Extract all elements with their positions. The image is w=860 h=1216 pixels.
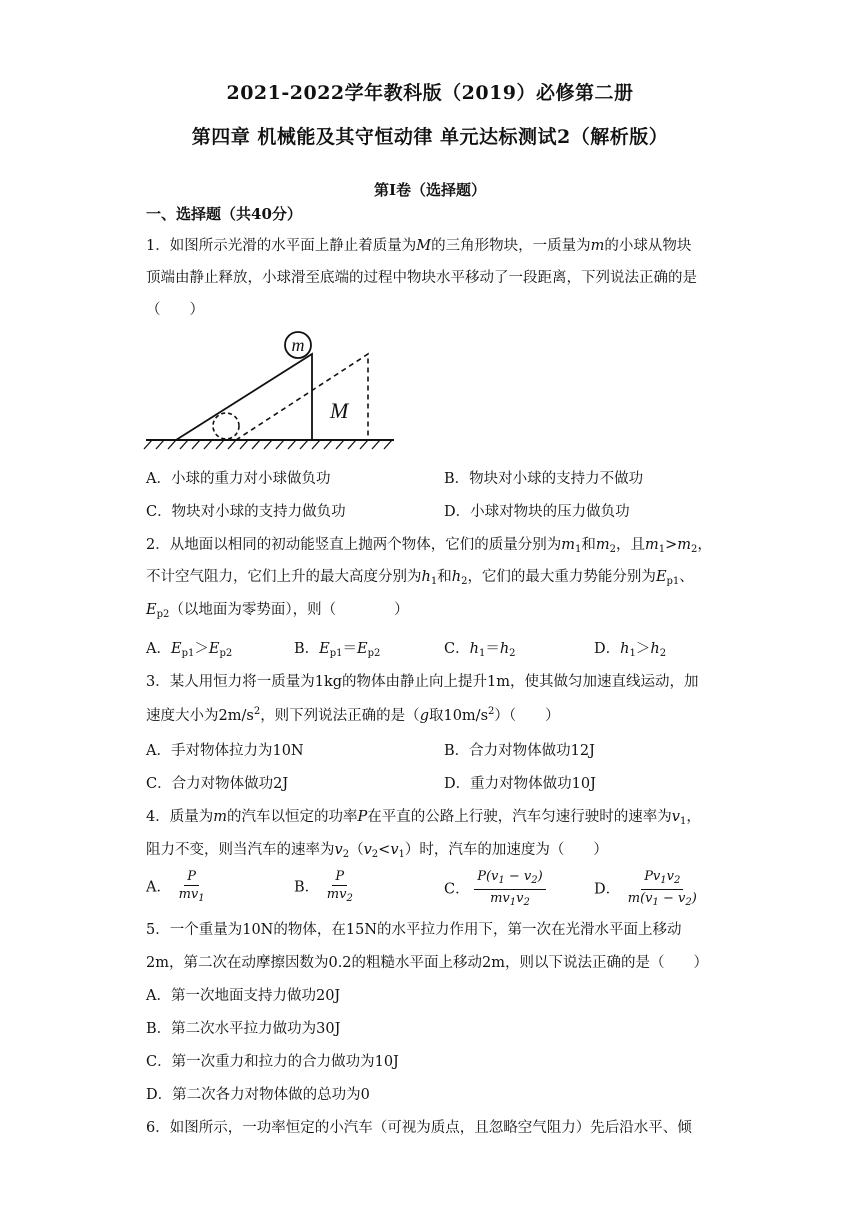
q1-option-a[interactable]: A．小球的重力对小球做负功 xyxy=(146,471,331,487)
q3-option-c[interactable]: C．合力对物体做功2J xyxy=(146,776,289,792)
q5-line1: 5．一个重量为10N的物体，在15N的水平拉力作用下，第一次在光滑水平面上移动 xyxy=(146,922,682,938)
doc-title-line2: 第四章 机械能及其守恒动律 单元达标测试2（解析版） xyxy=(191,126,669,148)
q3-line2: 速度大小为$2m/s^2$，则下列说法正确的是（g取$10m/s^2$）（ ） xyxy=(146,706,560,724)
q2-line2: 不计空气阻力，它们上升的最大高度分别为$h_1$和$h_2$，它们的最大重力势能分别为$E_{p1}$、 xyxy=(146,569,694,587)
q4-option-d[interactable]: D． $\frac{Pv_1v_2}{m(v_1 - v_2)}$ xyxy=(594,868,700,911)
doc-title-line1: 2021-2022学年教科版（2019）必修第二册 xyxy=(226,82,634,104)
q1-line2: 顶端由静止释放，小球滑至底端的过程中物块水平移动了一段距离，下列说法正确的是 xyxy=(146,270,697,286)
q3-option-a[interactable]: A．手对物体拉力为10N xyxy=(146,743,304,759)
triangle-block xyxy=(176,354,312,440)
ball-label-m: m xyxy=(291,335,305,355)
q4-option-c[interactable]: C． $\frac{P(v_1 - v_2)}{mv_1v_2}$ xyxy=(444,868,546,911)
q4-line1: 4．质量为m的汽车以恒定的功率P在平直的公路上行驶，汽车匀速行驶时的速率为$v_1$， xyxy=(146,809,701,827)
q6-line1: 6．如图所示，一功率恒定的小汽车（可视为质点，且忽略空气阻力）先后沿水平、倾 xyxy=(146,1120,692,1136)
q4-line2: 阻力不变，则当汽车的速率为$v_2(v_2<v_1)$时，汽车的加速度为（ ） xyxy=(146,842,608,860)
q2-option-b[interactable]: B．$E_{p1}=E_{p2}$ xyxy=(294,641,381,659)
q2-line3: $E_{p2}$（以地面为零势面），则（ ） xyxy=(146,602,409,620)
q1-line3: （ ） xyxy=(146,302,204,318)
q2-line1: 2．从地面以相同的初动能竖直上抛两个物体，它们的质量分别为$m_1$和$m_2$，且$m_1>m_2$， xyxy=(146,537,712,555)
q3-line1: 3．某人用恒力将一质量为1kg的物体由静止向上提升1m，使其做匀加速直线运动，加 xyxy=(146,674,699,690)
q5-option-a[interactable]: A．第一次地面支持力做功20J xyxy=(146,988,341,1004)
q1-option-b[interactable]: B．物块对小球的支持力不做功 xyxy=(444,471,644,487)
block-label-M: M xyxy=(330,398,349,423)
q4-option-b[interactable]: B． $\frac{P}{mv_2}$ xyxy=(294,868,356,907)
volume-heading: 第I卷（选择题） xyxy=(373,181,487,199)
q5-option-d[interactable]: D．第二次各力对物体做的总功为0 xyxy=(146,1087,370,1103)
ball-bottom xyxy=(213,413,239,439)
q4-d-fraction: $\frac{Pv_1v_2}{m(v_1 - v_2)}$ xyxy=(627,869,697,908)
q4-c-fraction: $\frac{P(v_1 - v_2)}{mv_1v_2}$ xyxy=(474,868,546,911)
q4-b-fraction: $\frac{P}{mv_2}$ xyxy=(326,869,353,904)
q2-option-a[interactable]: A．$E_{p1}>E_{p2}$ xyxy=(146,641,233,659)
q2-option-d[interactable]: D．$h_1>h_2$ xyxy=(594,641,667,659)
q1-line1: 1．如图所示光滑的水平面上静止着质量为M的三角形物块，一质量为m的小球从物块 xyxy=(146,238,692,254)
q5-option-b[interactable]: B．第二次水平拉力做功为30J xyxy=(146,1021,341,1037)
q1-figure xyxy=(140,328,400,450)
q3-option-d[interactable]: D．重力对物体做功10J xyxy=(444,776,596,792)
q3-option-b[interactable]: B．合力对物体做功12J xyxy=(444,743,595,759)
section-heading: 一、选择题（共40分） xyxy=(146,205,302,223)
q4-option-a[interactable]: A． $\frac{P}{mv_1}$ xyxy=(146,868,208,907)
q5-line2: 2m，第二次在动摩擦因数为0.2的粗糙水平面上移动2m，则以下说法正确的是（ ） xyxy=(146,955,709,971)
q2-option-c[interactable]: C．$h_1=h_2$ xyxy=(444,641,516,659)
q4-a-fraction: $\frac{P}{mv_1}$ xyxy=(178,869,205,904)
q1-option-c[interactable]: C．物块对小球的支持力做负功 xyxy=(146,504,346,520)
q1-option-d[interactable]: D．小球对物块的压力做负功 xyxy=(444,504,630,520)
q5-option-c[interactable]: C．第一次重力和拉力的合力做功为10J xyxy=(146,1054,399,1070)
ground-hatch xyxy=(144,440,392,449)
triangle-block-shifted xyxy=(236,354,368,440)
